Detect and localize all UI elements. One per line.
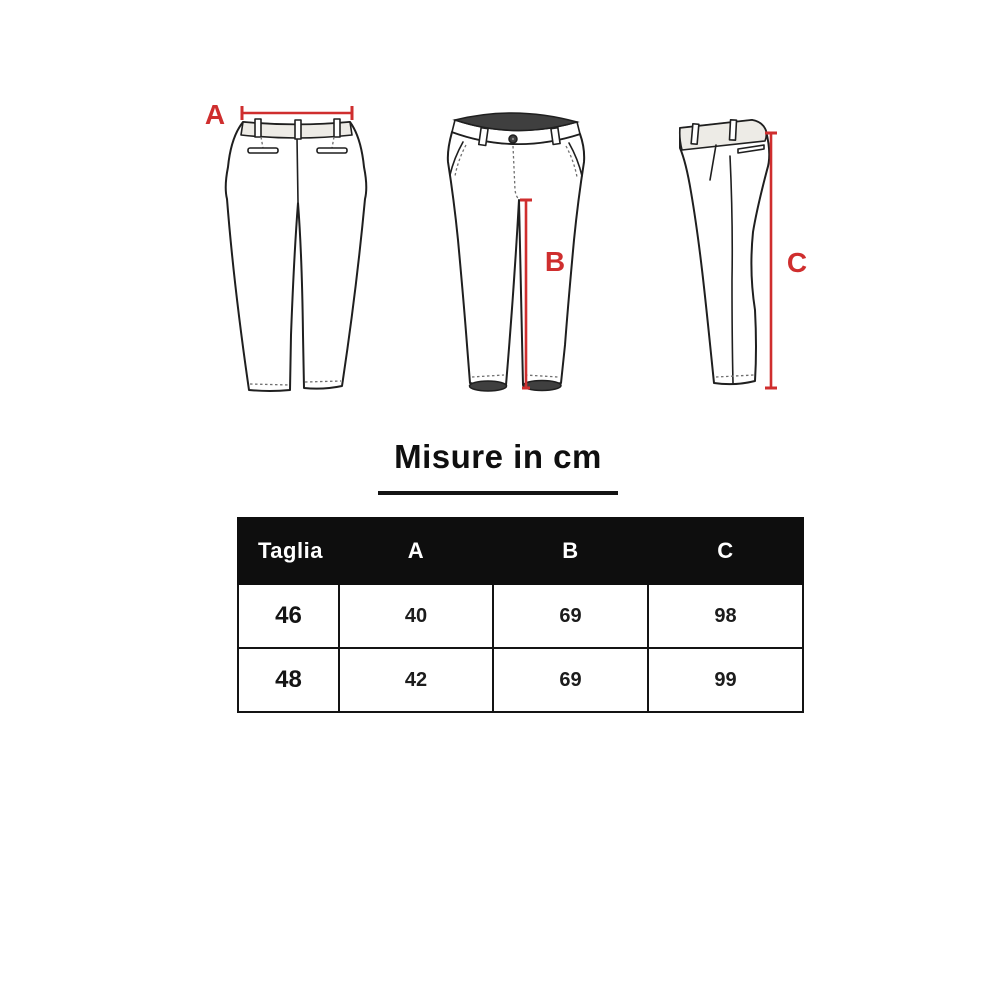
pants-front-view <box>435 100 605 410</box>
measure-label-a: A <box>204 99 226 130</box>
value-cell: 40 <box>339 584 493 648</box>
value-cell: 42 <box>339 648 493 712</box>
belt-loop <box>551 128 560 145</box>
waist-measure-line <box>242 106 352 120</box>
pants-side-view-drawing <box>660 100 820 410</box>
header-cell-b: B <box>493 518 648 584</box>
header-cell-taglia: Taglia <box>238 518 339 584</box>
pants-back-view-drawing <box>200 95 380 410</box>
belt-loop <box>255 119 261 137</box>
pants-side-view <box>660 100 820 410</box>
measure-label-b: B <box>544 246 566 277</box>
table-row <box>238 648 803 712</box>
value-cell: 99 <box>648 648 803 712</box>
value-cell: 98 <box>648 584 803 648</box>
belt-loop <box>479 128 488 146</box>
table-header-row <box>238 518 803 584</box>
belt-loop <box>729 120 736 140</box>
value-cell: 69 <box>493 648 648 712</box>
belt-loop <box>334 119 340 137</box>
value-cell: 69 <box>493 584 648 648</box>
hem-opening <box>470 381 507 391</box>
pants-back-view <box>200 95 380 410</box>
title-underline <box>378 491 618 495</box>
back-pocket <box>317 148 347 153</box>
belt-loop <box>691 124 699 144</box>
back-pocket <box>248 148 278 153</box>
measure-label-c: C <box>786 247 808 278</box>
belt-loop <box>295 120 301 139</box>
title-block <box>378 438 618 495</box>
size-table <box>237 517 804 713</box>
pants-front-view-drawing <box>435 100 605 410</box>
table-row <box>238 584 803 648</box>
page-title: Misure in cm <box>394 438 602 475</box>
header-cell-a: A <box>339 518 493 584</box>
size-cell: 46 <box>238 584 339 648</box>
header-cell-c: C <box>648 518 803 584</box>
size-cell: 48 <box>238 648 339 712</box>
